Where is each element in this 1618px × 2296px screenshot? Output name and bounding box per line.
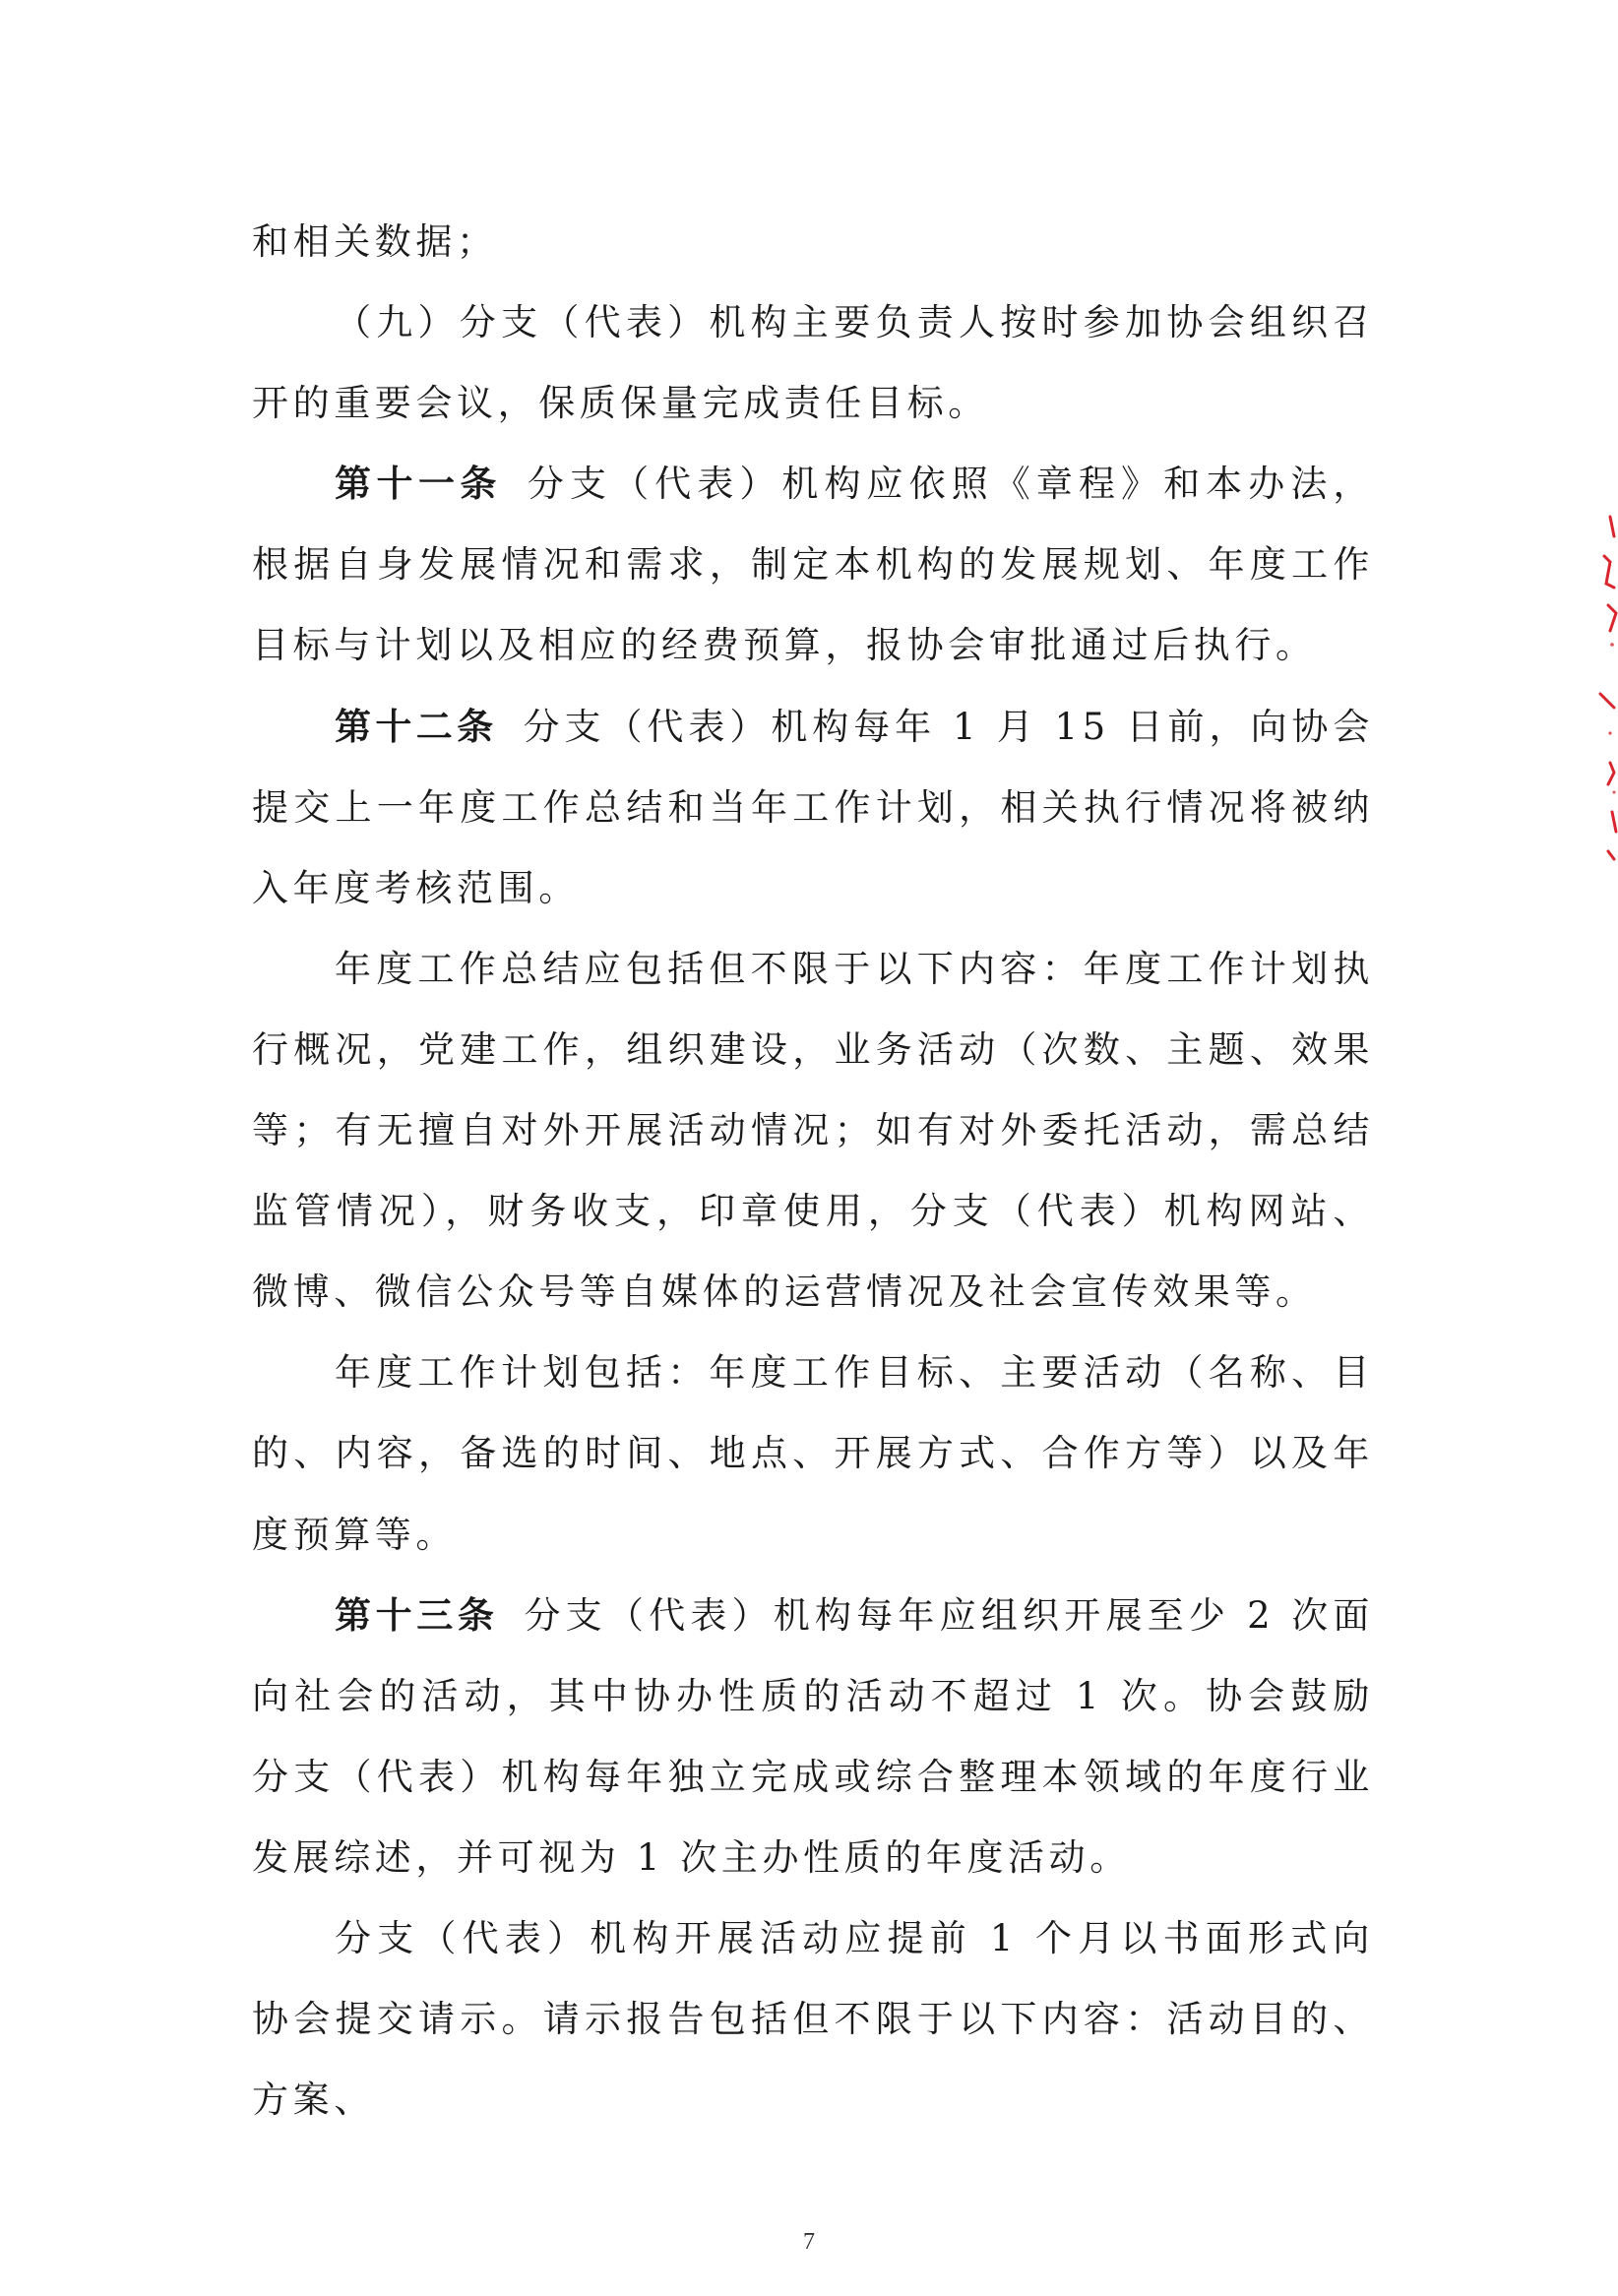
article-12 — [252, 687, 1374, 929]
paragraph-text: 分支（代表）机构开展活动应提前 1 个月以书面形式向协会提交请示。请示报告包括但不限于以下内容：活动目的、方案、 — [252, 1916, 1374, 2122]
paragraph-item-nine — [252, 282, 1374, 444]
paragraph-annual-plan — [252, 1333, 1374, 1575]
paragraph-annual-summary — [252, 929, 1374, 1333]
seal-stamp-edge-icon — [1581, 497, 1618, 871]
article-11 — [252, 444, 1374, 686]
article-title: 第十一条 — [335, 463, 502, 506]
paragraph-text: 和相关数据； — [252, 220, 498, 263]
article-text: 分支（代表）机构应依照《章程》和本办法，根据自身发展情况和需求，制定本机构的发展规划、年度工作目标与计划以及相应的经费预算，报协会审批通过后执行。 — [252, 463, 1375, 667]
article-title: 第十三条 — [335, 1593, 499, 1637]
article-13 — [252, 1576, 1374, 1898]
article-title: 第十二条 — [335, 705, 498, 748]
paragraph-activity-request — [252, 1898, 1374, 2141]
paragraph-text: （九）分支（代表）机构主要负责人按时参加协会组织召开的重要会议，保质保量完成责任目标。 — [252, 301, 1374, 425]
page-number: 7 — [803, 2229, 815, 2255]
paragraph-text: 年度工作总结应包括但不限于以下内容：年度工作计划执行概况，党建工作，组织建设，业务活动（次数、主题、效果等；有无擅自对外开展活动情况；如有对外委托活动，需总结监管情况），财务收支，印章使用，分支（代表）机构网站、微博、微信公众号等自媒体的运营情况及社会宣传效果等。 — [252, 947, 1374, 1314]
paragraph-continuation — [252, 202, 1374, 282]
article-text: 分支（代表）机构每年 1 月 15 日前，向协会提交上一年度工作总结和当年工作计划，相关执行情况将被纳入年度考核范围。 — [252, 705, 1375, 909]
document-body — [252, 202, 1374, 2141]
paragraph-text: 年度工作计划包括：年度工作目标、主要活动（名称、目的、内容，备选的时间、地点、开展方式、合作方等）以及年度预算等。 — [252, 1351, 1374, 1556]
article-text: 分支（代表）机构每年应组织开展至少 2 次面向社会的活动，其中协办性质的活动不超过 1 次。协会鼓励分支（代表）机构每年独立完成或综合整理本领域的年度行业发展综述，并可视为 1 次主办性质的年度活动。 — [252, 1593, 1375, 1879]
